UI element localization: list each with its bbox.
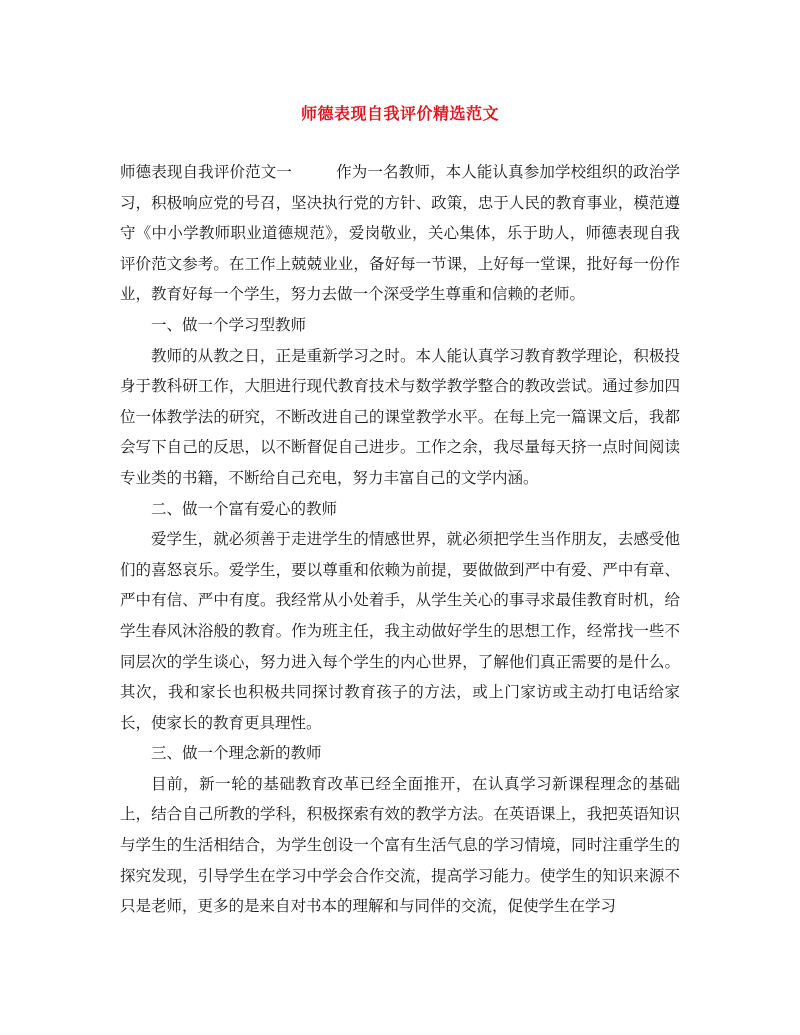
intro-paragraph: [120, 157, 680, 310]
document-title: 师德表现自我评价精选范文: [300, 104, 499, 123]
section-body-2: 爱学生，就必须善于走进学生的情感世界，就必须把学生当作朋友，去感受他们的喜怒哀乐。爱学生，要以尊重和依赖为前提，要做做到严中有爱、严中有章、严中有信、严中有度。我经常从小处着手，从学生关心的事寻求最佳教育时机，给学生春风沐浴般的教育。作为班主任，我主动做好学生的思想工作，经常找一些不同层次的学生谈心，努力进入每个学生的内心世界，了解他们真正需要的是什么。其次，我和家长也积极共同探讨教育孩子的方法，或上门家访或主动打电话给家长，使家长的教育更具理性。: [120, 530, 680, 732]
section-body-1: 教师的从教之日，正是重新学习之时。本人能认真学习教育教学理论，积极投身于教科研工作，大胆进行现代教育技术与数学教学整合的教改尝试。通过参加四位一体教学法的研究，不断改进自己的课堂教学水平。在每上完一篇课文后，我都会写下自己的反思，以不断督促自己进步。工作之余，我尽量每天挤一点时间阅读专业类的书籍，不断给自己充电，努力丰富自己的文学内涵。: [120, 346, 680, 487]
intro-heading: 师德表现自我评价范文一: [120, 163, 292, 181]
section-heading-2: 二、做一个富有爱心的教师: [151, 499, 338, 518]
document-body: [120, 157, 680, 922]
section-heading-3: 三、做一个理念新的教师: [151, 744, 322, 763]
section-body-3: 目前，新一轮的基础教育改革已经全面推开，在认真学习新课程理念的基础上，结合自己所教的学科，积极探索有效的教学方法。在英语课上，我把英语知识与学生的生活相结合，为学生创设一个富有生活气息的学习情境，同时注重学生的探究发现，引导学生在学习中学会合作交流，提高学习能力。使学生的知识来源不只是老师，更多的是来自对书本的理解和与同伴的交流，促使学生在学习: [120, 774, 680, 916]
intro-body: 作为一名教师，本人能认真参加学校组织的政治学习，积极响应党的号召，坚决执行党的方针、政策，忠于人民的教育事业，模范遵守《中小学教师职业道德规范》，爱岗敬业，关心集体，乐于助人，师德表现自我评价范文参考。在工作上兢兢业业，备好每一节课，上好每一堂课，批好每一份作业，教育好每一个学生，努力去做一个深受学生尊重和信赖的老师。: [120, 163, 680, 304]
section-heading-1: 一、做一个学习型教师: [151, 315, 307, 334]
